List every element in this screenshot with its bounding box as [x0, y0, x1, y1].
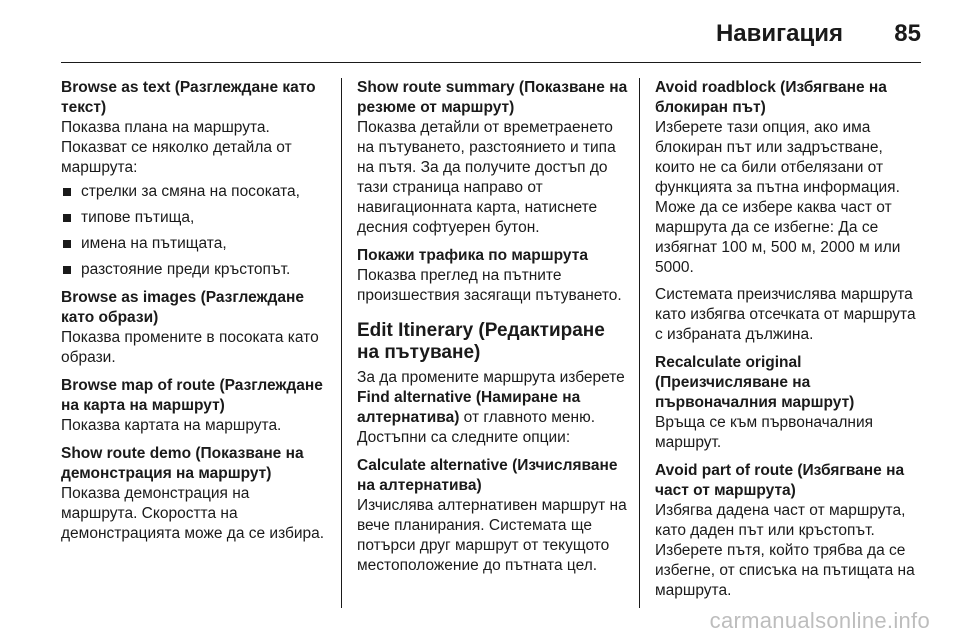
- section-text: Изберете тази опция, ако има блокиран път или задръстване, които не са били отбелязани от функцията за пътна информация. Може да се избере каква част от маршрута да се избегне: Да се избягнат 100 м, 500 м, 2000 м или 5000.: [655, 119, 901, 276]
- section-text: Показва преглед на пътните произшествия засягащи пътуването.: [357, 267, 622, 304]
- section-text: Показва детайли от времетраенето на пътуването, разстоянието и типа на пътя. За да получите достъп до тази страница направо от навигационната карта, натиснете десния софтуерен бутон.: [357, 119, 616, 236]
- section-heading: Avoid part of route (Избягване на част от маршрута): [655, 462, 905, 499]
- section-text: Показва демонстрация на маршрута. Скоростта на демонстрацията може да се избира.: [61, 485, 325, 542]
- list-item: типове пътища,: [61, 208, 329, 228]
- section-recalculate-original: [655, 353, 925, 453]
- section-heading: Browse as images (Разглеждане като образи): [61, 289, 304, 326]
- page-title: Навигация: [715, 20, 843, 47]
- section-heading: Покажи трафика по маршрута: [357, 247, 588, 264]
- section-text: Системата преизчислява маршрута като избягва отсечката от маршрута с избраната дължина.: [655, 286, 916, 343]
- section-heading: Show route demo (Показване на демонстрация на маршрут): [61, 445, 304, 482]
- column-2: [357, 78, 629, 584]
- column-1: [61, 78, 329, 552]
- list-item: стрелки за смяна на посоката,: [61, 182, 329, 202]
- section-text: Връща се към първоначалния маршрут.: [655, 414, 874, 451]
- page-header: [61, 14, 921, 63]
- section-heading: Recalculate original (Преизчисляване на първоначалния маршрут): [655, 354, 855, 411]
- column-3: [655, 78, 925, 609]
- column-divider: [341, 78, 342, 608]
- section-show-route-demo: [61, 444, 329, 544]
- section-heading: Calculate alternative (Изчисляване на алтернатива): [357, 457, 618, 494]
- section-edit-intro: [357, 368, 629, 448]
- page-number: 85: [894, 20, 921, 47]
- column-divider: [639, 78, 640, 608]
- section-show-traffic: [357, 246, 629, 306]
- section-avoid-roadblock: [655, 78, 925, 345]
- section-text: Показва картата на маршрута.: [61, 417, 282, 434]
- section-show-route-summary: [357, 78, 629, 238]
- section-text: Показва плана на маршрута. Показват се няколко детайла от маршрута:: [61, 119, 292, 176]
- list-item: имена на пътищата,: [61, 234, 329, 254]
- bullet-list: [61, 182, 329, 280]
- chapter-heading: Edit Itinerary (Редактиране на пътуване): [357, 320, 605, 363]
- intro-bold-term: Find alternative (Намиране на алтернатива): [357, 389, 581, 426]
- section-heading: Browse map of route (Разглеждане на карта на маршрут): [61, 377, 323, 414]
- list-item: разстояние преди кръстопът.: [61, 260, 329, 280]
- section-calculate-alternative: [357, 456, 629, 576]
- section-text: [357, 368, 629, 448]
- section-heading: Show route summary (Показване на резюме от маршрут): [357, 79, 628, 116]
- section-heading: Avoid roadblock (Избягване на блокиран път): [655, 79, 887, 116]
- section-heading: Browse as text (Разглеждане като текст): [61, 79, 316, 116]
- section-avoid-part-of-route: [655, 461, 925, 601]
- section-text: Изчислява алтернативен маршрут на вече планирания. Системата ще потърси друг маршрут от текущото местоположение до пътната цел.: [357, 497, 627, 574]
- watermark: carmanualsonline.info: [709, 608, 930, 633]
- section-browse-map: [61, 376, 329, 436]
- intro-text-end: от главното меню. Достъпни са следните опции:: [357, 409, 596, 446]
- section-browse-as-images: [61, 288, 329, 368]
- section-browse-as-text: [61, 78, 329, 280]
- section-text: Показва промените в посоката като образи.: [61, 329, 319, 366]
- section-text: Избягва дадена част от маршрута, като даден път или кръстопът. Изберете пътя, който трябва да се избегне, от списъка на пътищата на маршрута.: [655, 502, 915, 599]
- intro-text: За да промените маршрута изберете: [357, 369, 625, 386]
